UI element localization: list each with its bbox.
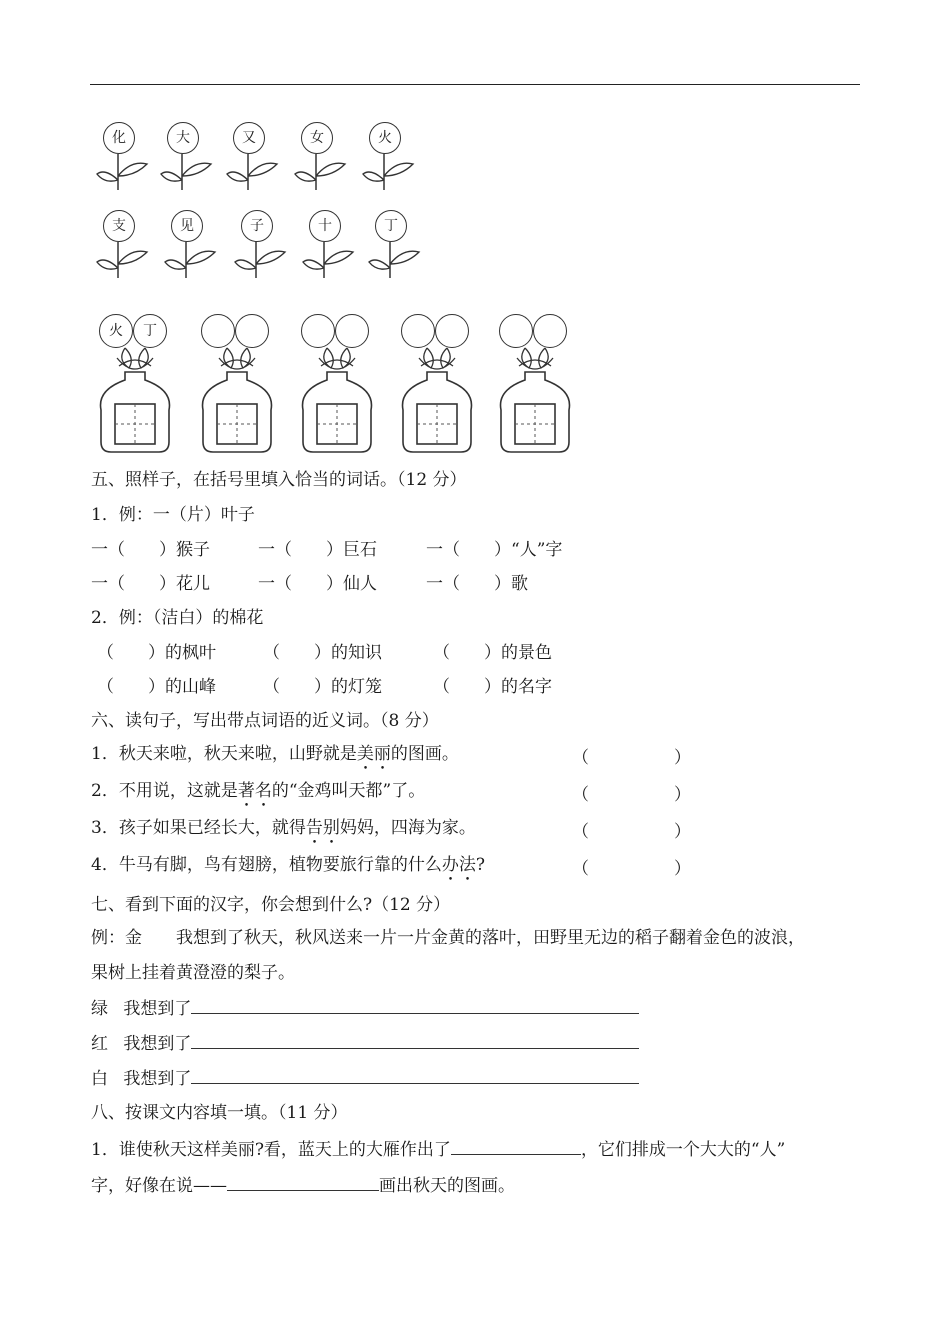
row-text: 我想到了 <box>123 999 192 1019</box>
flower-stem-icon <box>233 206 293 286</box>
sentence-post: ? <box>475 855 485 875</box>
header-rule <box>90 84 860 85</box>
answer-blank[interactable] <box>191 1033 639 1049</box>
fill-item[interactable]: 一（ ）花儿 <box>91 574 210 594</box>
vase-blank <box>397 310 477 458</box>
section6-item <box>91 817 476 848</box>
fill-item[interactable]: 一（ ）歌 <box>426 574 528 594</box>
row-char: 绿 <box>91 999 108 1019</box>
fill-item[interactable]: （ ）的景色 <box>433 643 552 663</box>
flower <box>361 118 421 198</box>
answer-blank[interactable] <box>451 1139 581 1155</box>
dotted-word: 告别 <box>305 818 340 838</box>
section5-q2-example: 2．例：（洁白）的棉花 <box>91 608 264 628</box>
section7-example-line1: 例：金 我想到了秋天，秋风送来一片一片金黄的落叶，田野里无边的稻子翻着金色的波浪， <box>91 928 805 948</box>
answer-paren[interactable]: （ ） <box>572 822 691 842</box>
section8-q1-line1 <box>91 1139 785 1161</box>
vase-example-char: 丁 <box>133 314 167 348</box>
vase-empty-petal <box>533 314 567 348</box>
flower <box>293 118 353 198</box>
section6-item <box>91 854 485 885</box>
section7-title: 七、看到下面的汉字，你会想到什么?（12 分） <box>91 895 451 915</box>
fill-item[interactable]: （ ）的山峰 <box>97 677 216 697</box>
fill-item[interactable]: 一（ ）猴子 <box>91 540 210 560</box>
flower <box>159 118 219 198</box>
flower <box>225 118 285 198</box>
flower-char: 大 <box>167 122 199 154</box>
q1-text: 1．谁使秋天这样美丽?看，蓝天上的大雁作出了 <box>91 1140 451 1160</box>
flower-char: 见 <box>171 210 203 242</box>
q1-text: 画出秋天的图画。 <box>379 1176 515 1196</box>
flower-stem-icon <box>361 118 421 198</box>
sentence-pre: 3．孩子如果已经长大，就得 <box>91 818 306 838</box>
vase-blank <box>297 310 377 458</box>
section7-row-green <box>91 998 639 1020</box>
flower-char: 十 <box>309 210 341 242</box>
vase-empty-petal <box>201 314 235 348</box>
sentence-post: 的“金鸡叫天都”了。 <box>271 781 426 801</box>
answer-blank[interactable] <box>191 1068 639 1084</box>
fill-item[interactable]: （ ）的灯笼 <box>263 677 382 697</box>
flower <box>163 206 223 286</box>
flower-stem-icon <box>367 206 427 286</box>
flower-stem-icon <box>301 206 361 286</box>
sentence-pre: 2．不用说，这就是 <box>91 781 238 801</box>
fill-item[interactable]: 一（ ）仙人 <box>258 574 377 594</box>
section8-title: 八、按课文内容填一填。（11 分） <box>91 1103 348 1123</box>
flower-stem-icon <box>293 118 353 198</box>
flower <box>367 206 427 286</box>
row-text: 我想到了 <box>123 1034 192 1054</box>
vase-empty-petal <box>301 314 335 348</box>
section6-item <box>91 743 459 774</box>
sentence-pre: 1．秋天来啦，秋天来啦，山野就是 <box>91 744 357 764</box>
answer-paren[interactable]: （ ） <box>572 785 691 805</box>
sentence-post: 妈妈，四海为家。 <box>339 818 476 838</box>
flower <box>95 118 155 198</box>
flower-stem-icon <box>159 118 219 198</box>
fill-item[interactable]: （ ）的知识 <box>263 643 382 663</box>
flower-char: 又 <box>233 122 265 154</box>
vase-empty-petal <box>235 314 269 348</box>
vase-example-char: 火 <box>99 314 133 348</box>
vase-example <box>95 310 175 458</box>
vase-empty-petal <box>435 314 469 348</box>
flower-char: 化 <box>103 122 135 154</box>
answer-paren[interactable]: （ ） <box>572 859 691 879</box>
fill-item[interactable]: 一（ ）“人”字 <box>426 540 563 560</box>
section6-title: 六、读句子，写出带点词语的近义词。（8 分） <box>91 711 439 731</box>
vase-empty-petal <box>401 314 435 348</box>
fill-item[interactable]: 一（ ）巨石 <box>258 540 377 560</box>
vase-empty-petal <box>499 314 533 348</box>
section7-row-red <box>91 1033 639 1055</box>
fill-item[interactable]: （ ）的枫叶 <box>97 643 216 663</box>
flower <box>301 206 361 286</box>
flower <box>95 206 155 286</box>
section6-item <box>91 780 425 811</box>
section5-title: 五、照样子，在括号里填入恰当的词话。（12 分） <box>91 470 467 490</box>
vase-blank <box>495 310 575 458</box>
section7-row-white <box>91 1068 639 1090</box>
section8-q1-line2 <box>91 1175 515 1197</box>
row-text: 我想到了 <box>123 1069 192 1089</box>
q1-text: ，它们排成一个大大的“人” <box>580 1140 786 1160</box>
answer-blank[interactable] <box>191 998 639 1014</box>
flower-char: 支 <box>103 210 135 242</box>
flower-stem-icon <box>95 206 155 286</box>
answer-paren[interactable]: （ ） <box>572 748 691 768</box>
row-char: 红 <box>91 1034 108 1054</box>
dotted-word: 著名 <box>237 781 272 801</box>
fill-item[interactable]: （ ）的名字 <box>433 677 552 697</box>
flower-char: 女 <box>301 122 333 154</box>
flower-char: 子 <box>241 210 273 242</box>
flower-char: 火 <box>369 122 401 154</box>
q1-text: 字，好像在说—— <box>91 1176 227 1196</box>
sentence-post: 的图画。 <box>390 744 459 764</box>
row-char: 白 <box>91 1069 108 1089</box>
flower-char: 丁 <box>375 210 407 242</box>
vase-blank <box>197 310 277 458</box>
flower-stem-icon <box>163 206 223 286</box>
vase-empty-petal <box>335 314 369 348</box>
answer-blank[interactable] <box>227 1175 379 1191</box>
flower <box>233 206 293 286</box>
section5-q1-example: 1．例：一（片）叶子 <box>91 505 255 525</box>
sentence-pre: 4．牛马有脚，鸟有翅膀，植物要旅行靠的什么 <box>91 855 442 875</box>
dotted-word: 办法 <box>441 855 476 875</box>
flower-stem-icon <box>95 118 155 198</box>
section7-example-line2: 果树上挂着黄澄澄的梨子。 <box>91 963 295 983</box>
dotted-word: 美丽 <box>356 744 391 764</box>
flower-stem-icon <box>225 118 285 198</box>
